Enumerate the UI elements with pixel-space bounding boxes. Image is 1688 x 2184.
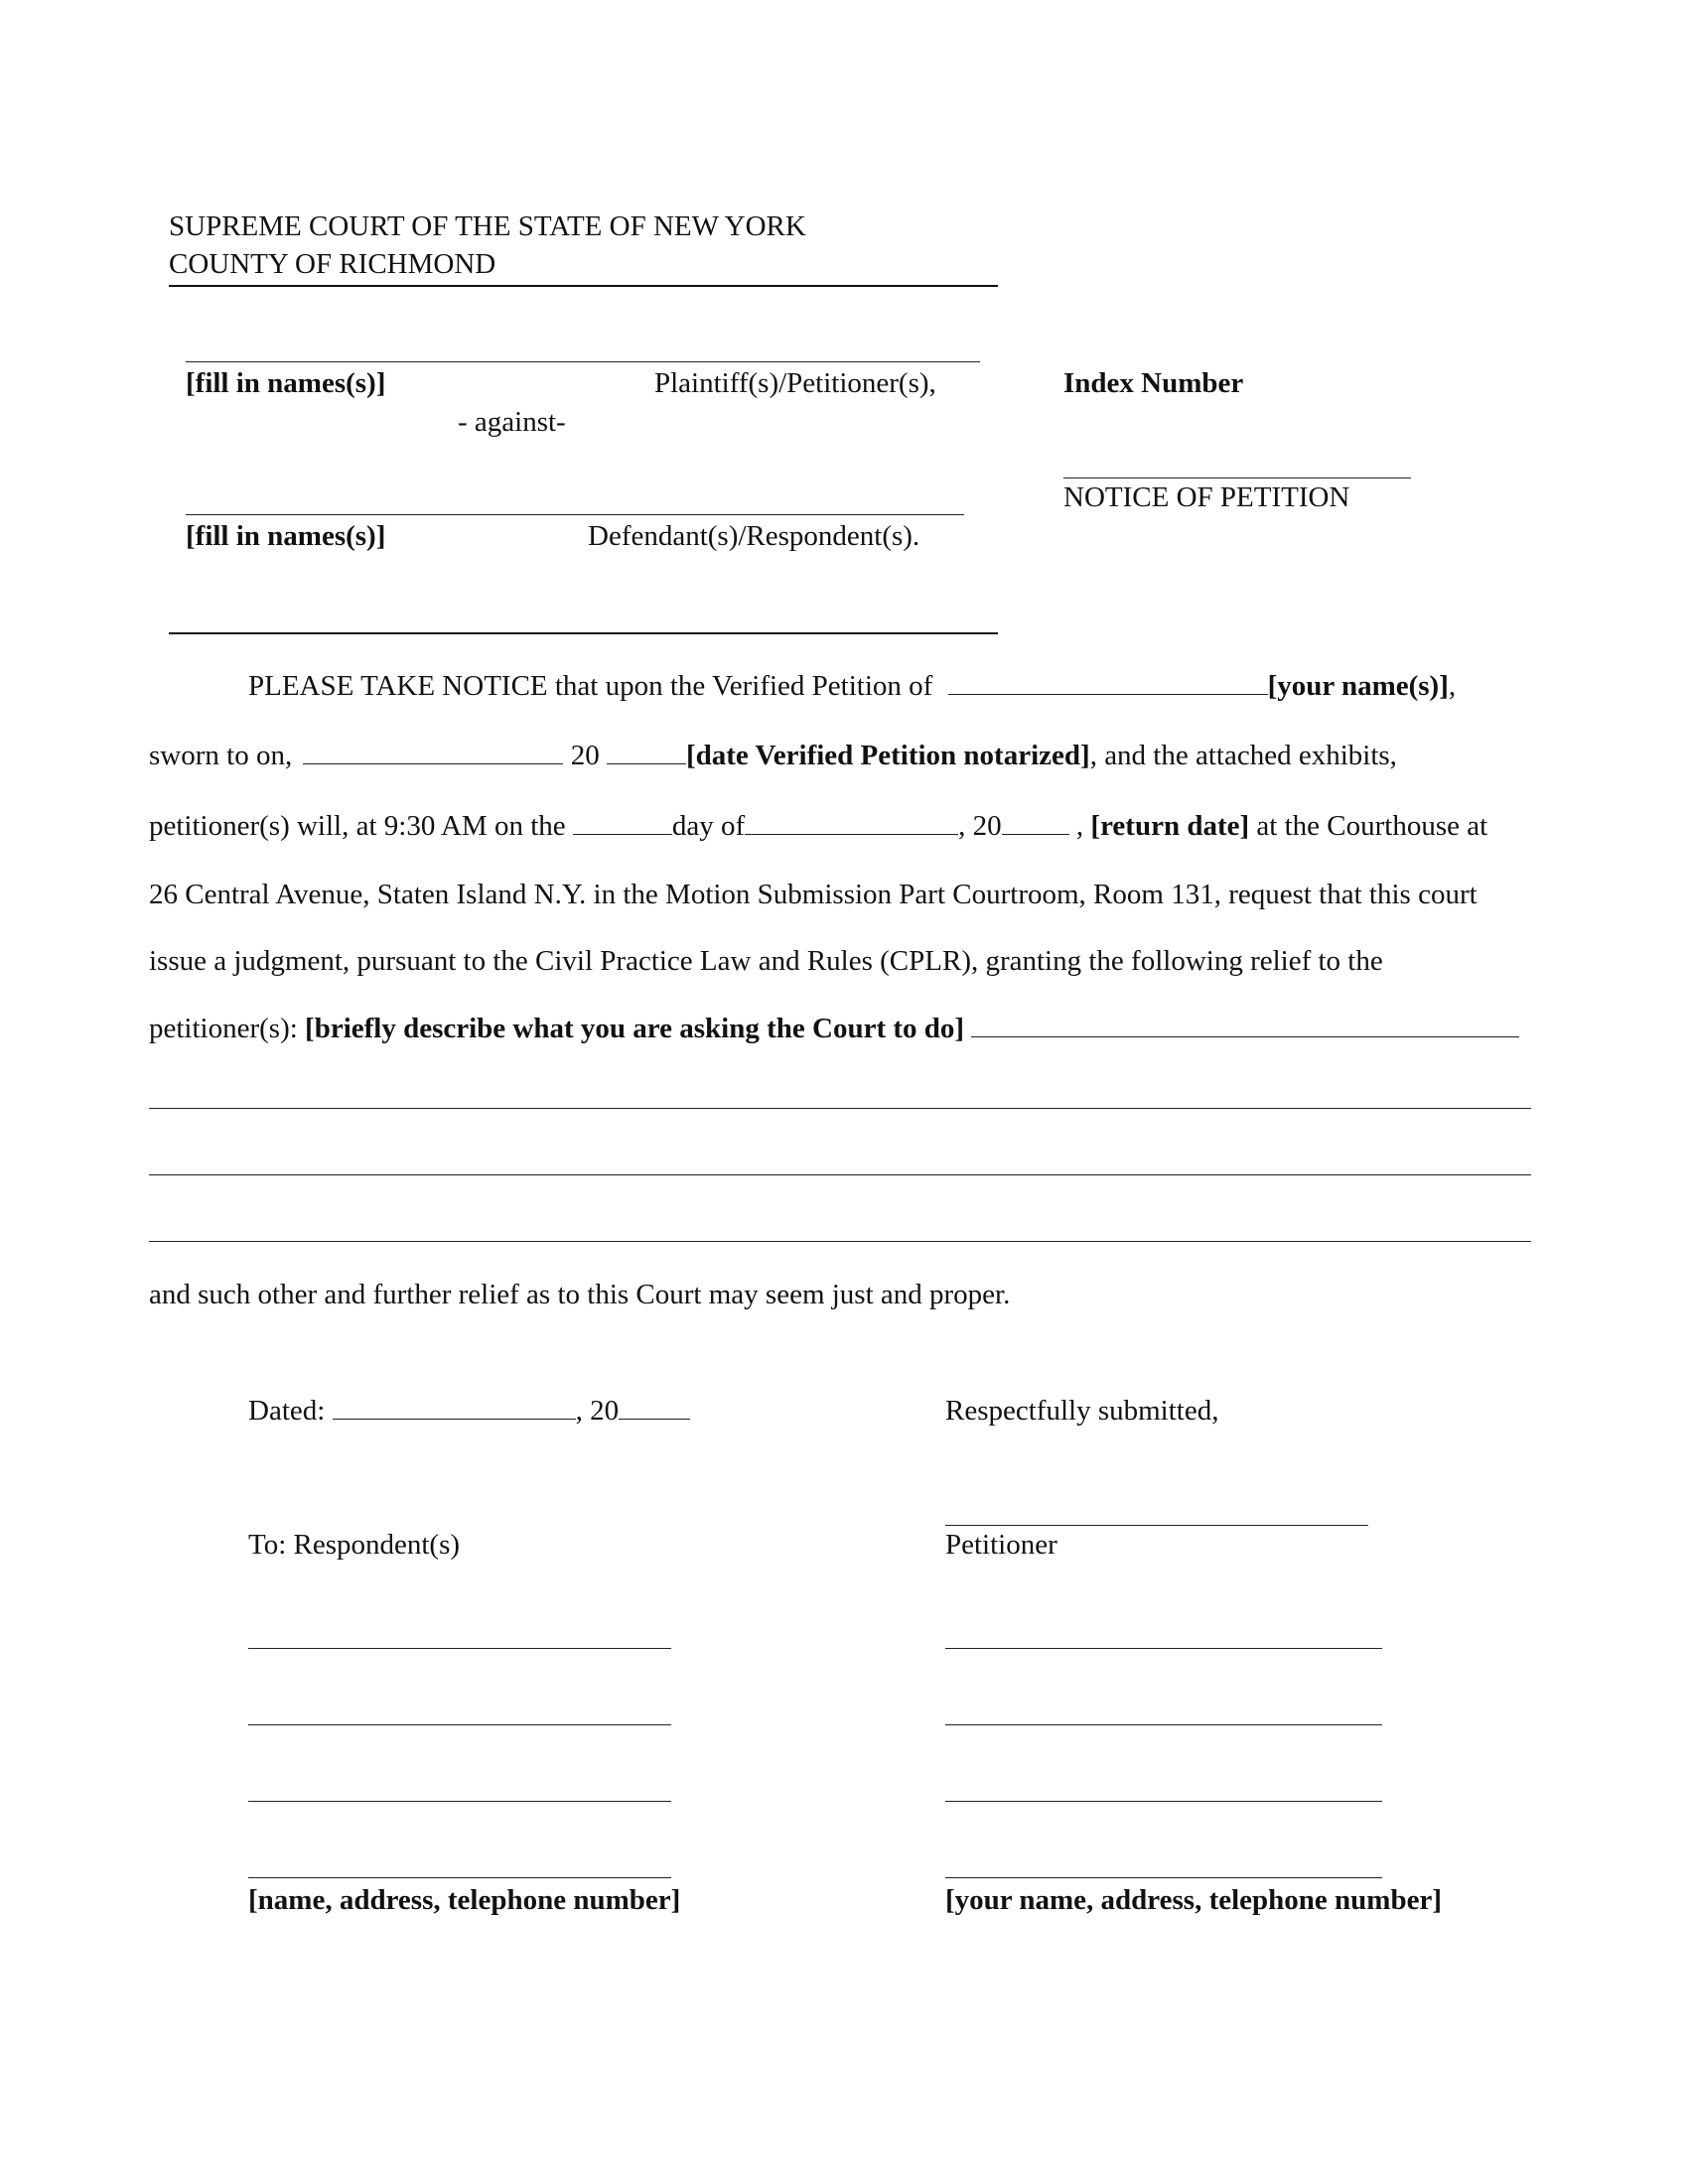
date-notarized-placeholder: [date Verified Petition notarized] <box>685 740 1090 771</box>
petitioners-label: petitioner(s): <box>149 1013 298 1044</box>
body-line-2 <box>149 740 1397 772</box>
plaintiff-names-placeholder: [fill in names(s)] <box>186 367 386 399</box>
body-line-4: 26 Central Avenue, Staten Island N.Y. in the Motion Submission Part Courtroom, Room 131, request that this court <box>149 879 1477 910</box>
return-day-blank[interactable] <box>573 810 672 835</box>
return-date-placeholder: [return date] <box>1090 810 1250 842</box>
petitioner-address-line-4[interactable] <box>945 1877 1382 1878</box>
notice-intro: PLEASE TAKE NOTICE that upon the Verified Petition of <box>248 670 933 702</box>
defendant-names-placeholder: [fill in names(s)] <box>186 520 386 552</box>
against-label: - against- <box>458 406 566 438</box>
dated-date-blank[interactable] <box>333 1395 576 1420</box>
dated-year-blank[interactable] <box>619 1395 690 1420</box>
to-respondents-label: To: Respondent(s) <box>248 1529 461 1561</box>
return-month-blank[interactable] <box>745 810 958 835</box>
will-at-text: petitioner(s) will, at 9:30 AM on the <box>149 810 566 842</box>
comma: , <box>1448 670 1457 702</box>
relief-blank-line-1[interactable] <box>149 1108 1531 1109</box>
sworn-to-label: sworn to on, <box>149 740 293 771</box>
sworn-year-blank[interactable] <box>607 740 686 764</box>
dated-line <box>248 1395 690 1428</box>
dated-year-prefix: , 20 <box>575 1395 620 1427</box>
defendant-role: Defendant(s)/Respondent(s). <box>588 520 920 552</box>
day-of-text: day of <box>671 810 746 842</box>
dated-label: Dated: <box>248 1395 326 1427</box>
respondent-address-line-4[interactable] <box>248 1877 671 1878</box>
document-title: NOTICE OF PETITION <box>1063 481 1350 513</box>
year-prefix-2: , 20 <box>958 810 1002 842</box>
relief-blank-line-2[interactable] <box>149 1174 1531 1175</box>
body-line-6 <box>149 1013 1519 1045</box>
respondent-address-line-2[interactable] <box>248 1724 671 1725</box>
petitioner-address-line-2[interactable] <box>945 1724 1382 1725</box>
petitioner-signature-line[interactable] <box>945 1525 1368 1526</box>
court-name-line1: SUPREME COURT OF THE STATE OF NEW YORK <box>169 210 806 242</box>
defendant-name-line[interactable] <box>186 514 964 515</box>
closing-relief-text: and such other and further relief as to this Court may seem just and proper. <box>149 1279 1011 1310</box>
body-line-1 <box>248 670 1456 703</box>
respondent-address-line-3[interactable] <box>248 1801 671 1802</box>
sworn-date-blank[interactable] <box>303 740 563 764</box>
return-year-blank[interactable] <box>1002 810 1069 835</box>
caption-top-rule <box>169 285 998 287</box>
plaintiff-name-line[interactable] <box>186 361 980 362</box>
plaintiff-role: Plaintiff(s)/Petitioner(s), <box>654 367 936 399</box>
petitioner-label: Petitioner <box>945 1529 1057 1561</box>
year-prefix: 20 <box>570 740 600 771</box>
petitioner-address-line-3[interactable] <box>945 1801 1382 1802</box>
petitioner-address-line-1[interactable] <box>945 1648 1382 1649</box>
courthouse-text: at the Courthouse at <box>1256 810 1488 842</box>
petitioner-name-blank[interactable] <box>948 670 1268 695</box>
petitioner-block-label: [your name, address, telephone number] <box>945 1884 1442 1916</box>
respondent-block-label: [name, address, telephone number] <box>248 1884 681 1916</box>
relief-description-placeholder: [briefly describe what you are asking the Court to do] <box>305 1013 965 1044</box>
body-line-5: issue a judgment, pursuant to the Civil Practice Law and Rules (CPLR), granting the following relief to the <box>149 945 1383 977</box>
index-number-label: Index Number <box>1063 367 1244 399</box>
comma-2: , <box>1075 810 1084 842</box>
respectfully-submitted: Respectfully submitted, <box>945 1395 1219 1427</box>
attached-exhibits-text: , and the attached exhibits, <box>1089 740 1397 771</box>
respondent-address-line-1[interactable] <box>248 1648 671 1649</box>
court-name-line2: COUNTY OF RICHMOND <box>169 248 496 280</box>
relief-blank-inline[interactable] <box>971 1013 1519 1037</box>
relief-blank-line-3[interactable] <box>149 1241 1531 1242</box>
your-names-placeholder: [your name(s)] <box>1267 670 1449 702</box>
body-line-3 <box>149 810 1487 843</box>
caption-bottom-rule <box>169 632 998 634</box>
